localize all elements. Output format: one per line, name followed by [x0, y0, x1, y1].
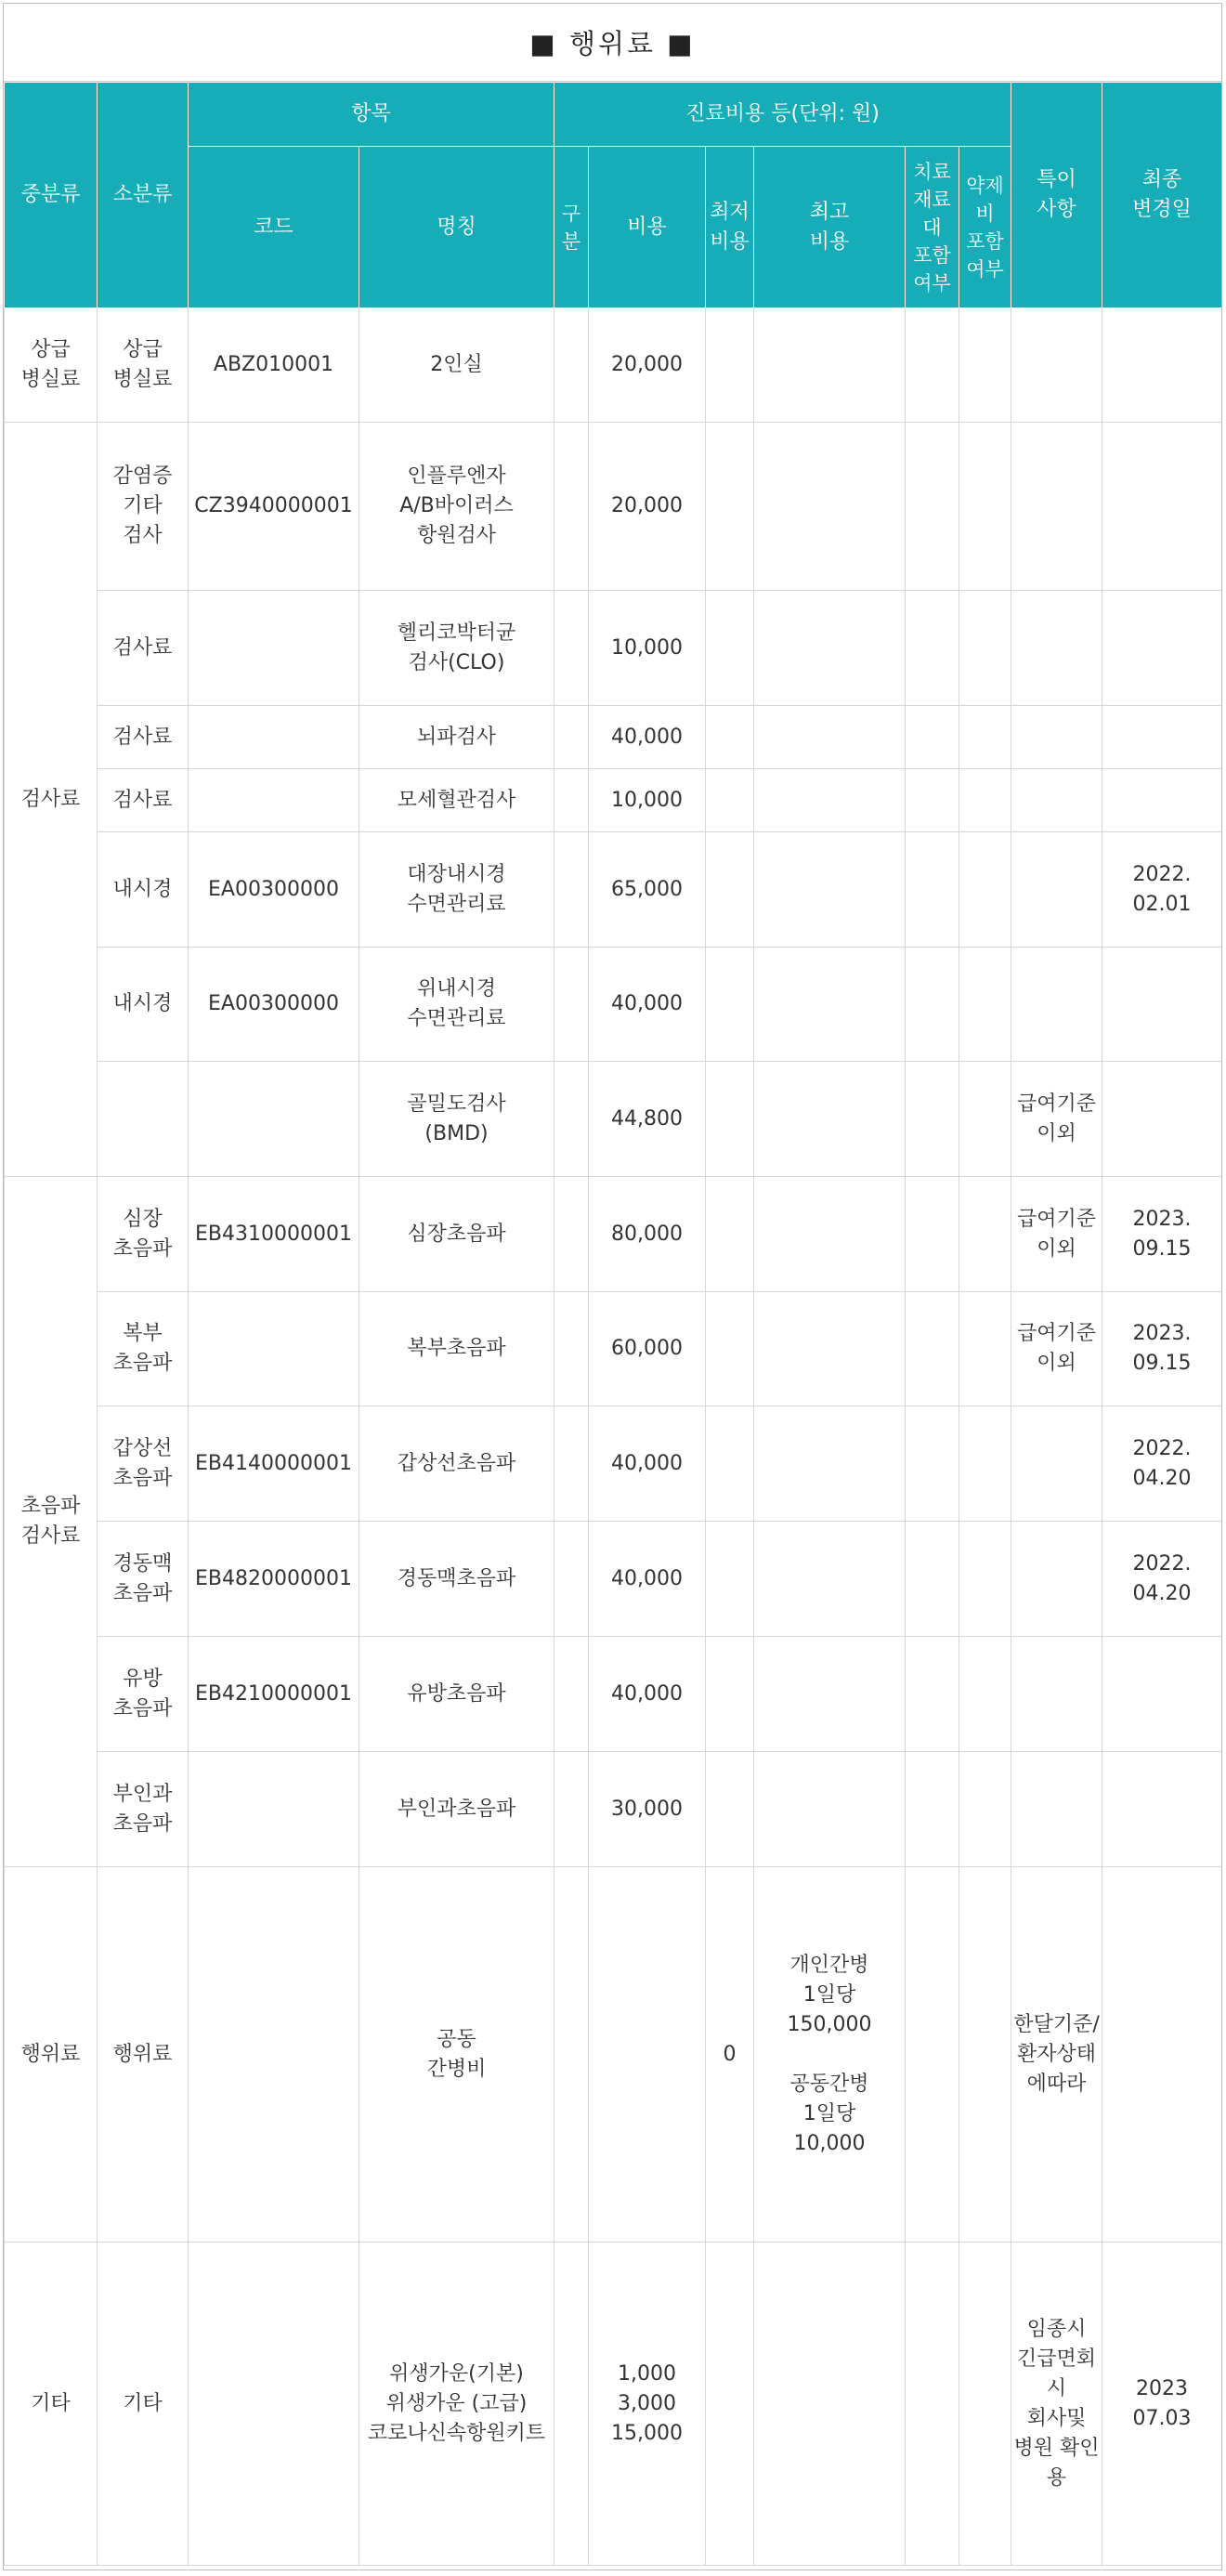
cell-material-incl	[906, 1292, 959, 1406]
cell-drug-incl	[959, 1406, 1011, 1522]
cell-code	[189, 769, 359, 832]
cell-name: 갑상선초음파	[359, 1406, 554, 1522]
cell-material-incl	[906, 2243, 959, 2566]
cell-drug-incl	[959, 308, 1011, 423]
cell-drug-incl	[959, 1177, 1011, 1292]
cell-max-cost	[754, 769, 906, 832]
cell-code	[189, 1867, 359, 2243]
cell-max-cost	[754, 1062, 906, 1177]
table-row	[5, 1867, 1222, 2243]
cell-min-cost	[706, 1062, 754, 1177]
cell-name: 유방초음파	[359, 1637, 554, 1752]
cell-note	[1011, 1637, 1102, 1752]
header-min-cost: 최저 비용	[706, 147, 754, 308]
cell-division	[554, 1867, 589, 2243]
header-cost-group: 진료비용 등(단위: 원)	[554, 83, 1011, 147]
cell-min-cost	[706, 1637, 754, 1752]
cell-drug-incl	[959, 706, 1011, 769]
cell-date	[1102, 1637, 1222, 1752]
cell-division	[554, 769, 589, 832]
header-minor: 소분류	[98, 83, 189, 308]
cell-code: EA00300000	[189, 832, 359, 948]
cell-division	[554, 1177, 589, 1292]
cell-max-cost	[754, 1292, 906, 1406]
cell-code	[189, 2243, 359, 2566]
cell-max-cost	[754, 591, 906, 706]
cell-name: 뇌파검사	[359, 706, 554, 769]
cell-note	[1011, 769, 1102, 832]
cell-minor: 행위료	[98, 1867, 189, 2243]
cell-min-cost	[706, 706, 754, 769]
cell-note	[1011, 423, 1102, 591]
cell-max-cost	[754, 423, 906, 591]
cell-minor: 경동맥 초음파	[98, 1522, 189, 1637]
cell-date: 2023. 09.15	[1102, 1292, 1222, 1406]
cell-material-incl	[906, 1867, 959, 2243]
cell-major: 행위료	[5, 1867, 98, 2243]
cell-drug-incl	[959, 2243, 1011, 2566]
cell-name: 부인과초음파	[359, 1752, 554, 1867]
cell-code: EB4820000001	[189, 1522, 359, 1637]
cell-note	[1011, 832, 1102, 948]
cell-note: 급여기준 이외	[1011, 1177, 1102, 1292]
fee-table	[4, 82, 1222, 2566]
cell-name: 2인실	[359, 308, 554, 423]
cell-minor: 기타	[98, 2243, 189, 2566]
cell-cost: 80,000	[589, 1177, 706, 1292]
cell-drug-incl	[959, 1062, 1011, 1177]
cell-code: EB4310000001	[189, 1177, 359, 1292]
cell-material-incl	[906, 832, 959, 948]
cell-cost: 65,000	[589, 832, 706, 948]
cell-max-cost	[754, 1637, 906, 1752]
cell-minor: 검사료	[98, 591, 189, 706]
cell-division	[554, 1522, 589, 1637]
cell-drug-incl	[959, 948, 1011, 1062]
cell-date: 2022. 04.20	[1102, 1406, 1222, 1522]
cell-max-cost	[754, 706, 906, 769]
max-cost-spacer	[756, 2040, 903, 2070]
cell-min-cost	[706, 308, 754, 423]
cell-date	[1102, 1062, 1222, 1177]
cell-min-cost	[706, 1752, 754, 1867]
cell-drug-incl	[959, 1292, 1011, 1406]
cell-date: 2022. 02.01	[1102, 832, 1222, 948]
cell-drug-incl	[959, 1522, 1011, 1637]
cell-max-cost	[754, 1752, 906, 1867]
cell-major: 검사료	[5, 423, 98, 1177]
table-row	[5, 706, 1222, 769]
header-item-group: 항목	[189, 83, 554, 147]
table-row	[5, 1062, 1222, 1177]
cell-code: EB4140000001	[189, 1406, 359, 1522]
cell-note	[1011, 706, 1102, 769]
cell-drug-incl	[959, 1867, 1011, 2243]
cell-max-cost	[754, 948, 906, 1062]
cell-cost: 40,000	[589, 1522, 706, 1637]
cell-division	[554, 1062, 589, 1177]
cell-name: 위생가운(기본) 위생가운 (고급) 코로나신속항원키트	[359, 2243, 554, 2566]
cell-date: 2022. 04.20	[1102, 1522, 1222, 1637]
cell-cost: 40,000	[589, 1637, 706, 1752]
cell-cost: 1,000 3,000 15,000	[589, 2243, 706, 2566]
cell-division	[554, 308, 589, 423]
table-row	[5, 1637, 1222, 1752]
table-header	[5, 83, 1222, 308]
cell-note: 급여기준 이외	[1011, 1292, 1102, 1406]
cell-date	[1102, 769, 1222, 832]
cell-minor: 검사료	[98, 706, 189, 769]
header-last-changed: 최종 변경일	[1102, 83, 1222, 308]
cell-material-incl	[906, 591, 959, 706]
table-row	[5, 1752, 1222, 1867]
cell-major: 초음파 검사료	[5, 1177, 98, 1867]
cell-code	[189, 591, 359, 706]
cell-max-cost	[754, 2243, 906, 2566]
table-body	[5, 308, 1222, 2566]
cell-note	[1011, 1522, 1102, 1637]
header-major: 중분류	[5, 83, 98, 308]
cell-note: 임종시 긴급면회 시 회사및 병원 확인 용	[1011, 2243, 1102, 2566]
cell-name: 복부초음파	[359, 1292, 554, 1406]
cell-note: 한달기준/ 환자상태 에따라	[1011, 1867, 1102, 2243]
cell-date: 2023. 09.15	[1102, 1177, 1222, 1292]
cell-division	[554, 706, 589, 769]
cell-drug-incl	[959, 591, 1011, 706]
cell-name: 공동 간병비	[359, 1867, 554, 2243]
cell-min-cost	[706, 948, 754, 1062]
cell-minor: 복부 초음파	[98, 1292, 189, 1406]
cell-code	[189, 1292, 359, 1406]
cell-note	[1011, 308, 1102, 423]
cell-drug-incl	[959, 769, 1011, 832]
cell-max-cost	[754, 1522, 906, 1637]
cell-material-incl	[906, 1637, 959, 1752]
cell-date	[1102, 948, 1222, 1062]
table-row	[5, 2243, 1222, 2566]
cell-material-incl	[906, 1406, 959, 1522]
cell-min-cost	[706, 1292, 754, 1406]
header-drug-incl: 약제 비 포함 여부	[959, 147, 1011, 308]
cell-cost: 40,000	[589, 706, 706, 769]
table-row	[5, 769, 1222, 832]
cell-name: 인플루엔자 A/B바이러스 항원검사	[359, 423, 554, 591]
cell-date	[1102, 423, 1222, 591]
cell-code: CZ3940000001	[189, 423, 359, 591]
cell-division	[554, 1752, 589, 1867]
cell-material-incl	[906, 948, 959, 1062]
cell-cost: 10,000	[589, 591, 706, 706]
cell-min-cost	[706, 2243, 754, 2566]
cell-code	[189, 1752, 359, 1867]
table-row	[5, 1522, 1222, 1637]
cell-max-cost	[754, 1177, 906, 1292]
cell-min-cost	[706, 1522, 754, 1637]
cell-division	[554, 423, 589, 591]
cell-note	[1011, 948, 1102, 1062]
cell-material-incl	[906, 308, 959, 423]
table-row	[5, 591, 1222, 706]
cell-name: 모세혈관검사	[359, 769, 554, 832]
cell-minor: 유방 초음파	[98, 1637, 189, 1752]
header-material-incl: 치료 재료 대 포함 여부	[906, 147, 959, 308]
cell-date	[1102, 706, 1222, 769]
header-code: 코드	[189, 147, 359, 308]
cell-division	[554, 1637, 589, 1752]
table-row	[5, 1292, 1222, 1406]
header-note: 특이 사항	[1011, 83, 1102, 308]
cell-min-cost	[706, 1177, 754, 1292]
cell-material-incl	[906, 1177, 959, 1292]
cell-name: 골밀도검사 (BMD)	[359, 1062, 554, 1177]
table-row	[5, 308, 1222, 423]
cell-cost	[589, 1867, 706, 2243]
cell-min-cost	[706, 423, 754, 591]
cell-major: 기타	[5, 2243, 98, 2566]
fee-table-frame	[3, 3, 1222, 2570]
cell-minor: 심장 초음파	[98, 1177, 189, 1292]
cell-date: 2023 07.03	[1102, 2243, 1222, 2566]
cell-minor: 감염증 기타 검사	[98, 423, 189, 591]
cell-date	[1102, 1867, 1222, 2243]
cell-note	[1011, 1406, 1102, 1522]
cell-minor: 상급 병실료	[98, 308, 189, 423]
cell-max-cost	[754, 832, 906, 948]
max-cost-shared: 공동간병 1일당 10,000	[789, 2072, 869, 2155]
cell-name: 심장초음파	[359, 1177, 554, 1292]
cell-cost: 20,000	[589, 308, 706, 423]
cell-min-cost	[706, 591, 754, 706]
cell-division	[554, 1292, 589, 1406]
cell-min-cost	[706, 1406, 754, 1522]
table-row	[5, 948, 1222, 1062]
cell-note: 급여기준 이외	[1011, 1062, 1102, 1177]
cell-code	[189, 706, 359, 769]
cell-major: 상급 병실료	[5, 308, 98, 423]
cell-drug-incl	[959, 1637, 1011, 1752]
cell-name: 경동맥초음파	[359, 1522, 554, 1637]
cell-note	[1011, 591, 1102, 706]
cell-cost: 40,000	[589, 1406, 706, 1522]
cell-minor: 부인과 초음파	[98, 1752, 189, 1867]
cell-minor: 갑상선 초음파	[98, 1406, 189, 1522]
cell-name: 대장내시경 수면관리료	[359, 832, 554, 948]
cell-material-incl	[906, 769, 959, 832]
cell-note	[1011, 1752, 1102, 1867]
cell-name: 헬리코박터균 검사(CLO)	[359, 591, 554, 706]
cell-division	[554, 1406, 589, 1522]
header-division: 구 분	[554, 147, 589, 308]
cell-division	[554, 591, 589, 706]
cell-minor: 내시경	[98, 948, 189, 1062]
cell-cost: 30,000	[589, 1752, 706, 1867]
cell-division	[554, 948, 589, 1062]
cell-division	[554, 2243, 589, 2566]
cell-code: EA00300000	[189, 948, 359, 1062]
cell-min-cost	[706, 769, 754, 832]
cell-division	[554, 832, 589, 948]
cell-code: ABZ010001	[189, 308, 359, 423]
cell-material-incl	[906, 706, 959, 769]
cell-drug-incl	[959, 423, 1011, 591]
cell-name: 위내시경 수면관리료	[359, 948, 554, 1062]
cell-minor: 검사료	[98, 769, 189, 832]
table-row	[5, 1177, 1222, 1292]
table-row	[5, 423, 1222, 591]
cell-material-incl	[906, 1752, 959, 1867]
cell-cost: 60,000	[589, 1292, 706, 1406]
max-cost-individual: 개인간병 1일당 150,000	[787, 1953, 872, 2036]
page-title: ■ 행위료 ■	[4, 4, 1221, 82]
cell-cost: 40,000	[589, 948, 706, 1062]
header-cost: 비용	[589, 147, 706, 308]
cell-drug-incl	[959, 1752, 1011, 1867]
table-row	[5, 832, 1222, 948]
cell-material-incl	[906, 1062, 959, 1177]
cell-date	[1102, 1752, 1222, 1867]
cell-code: EB4210000001	[189, 1637, 359, 1752]
cell-cost: 20,000	[589, 423, 706, 591]
cell-code	[189, 1062, 359, 1177]
cell-minor: 내시경	[98, 832, 189, 948]
cell-max-cost	[754, 1406, 906, 1522]
cell-date	[1102, 591, 1222, 706]
cell-cost: 10,000	[589, 769, 706, 832]
header-max-cost: 최고 비용	[754, 147, 906, 308]
header-name: 명칭	[359, 147, 554, 308]
cell-min-cost	[706, 832, 754, 948]
cell-minor	[98, 1062, 189, 1177]
cell-drug-incl	[959, 832, 1011, 948]
cell-max-cost	[754, 308, 906, 423]
table-row	[5, 1406, 1222, 1522]
cell-material-incl	[906, 1522, 959, 1637]
cell-material-incl	[906, 423, 959, 591]
cell-max-cost	[754, 1867, 906, 2243]
cell-date	[1102, 308, 1222, 423]
cell-cost: 44,800	[589, 1062, 706, 1177]
cell-min-cost: 0	[706, 1867, 754, 2243]
